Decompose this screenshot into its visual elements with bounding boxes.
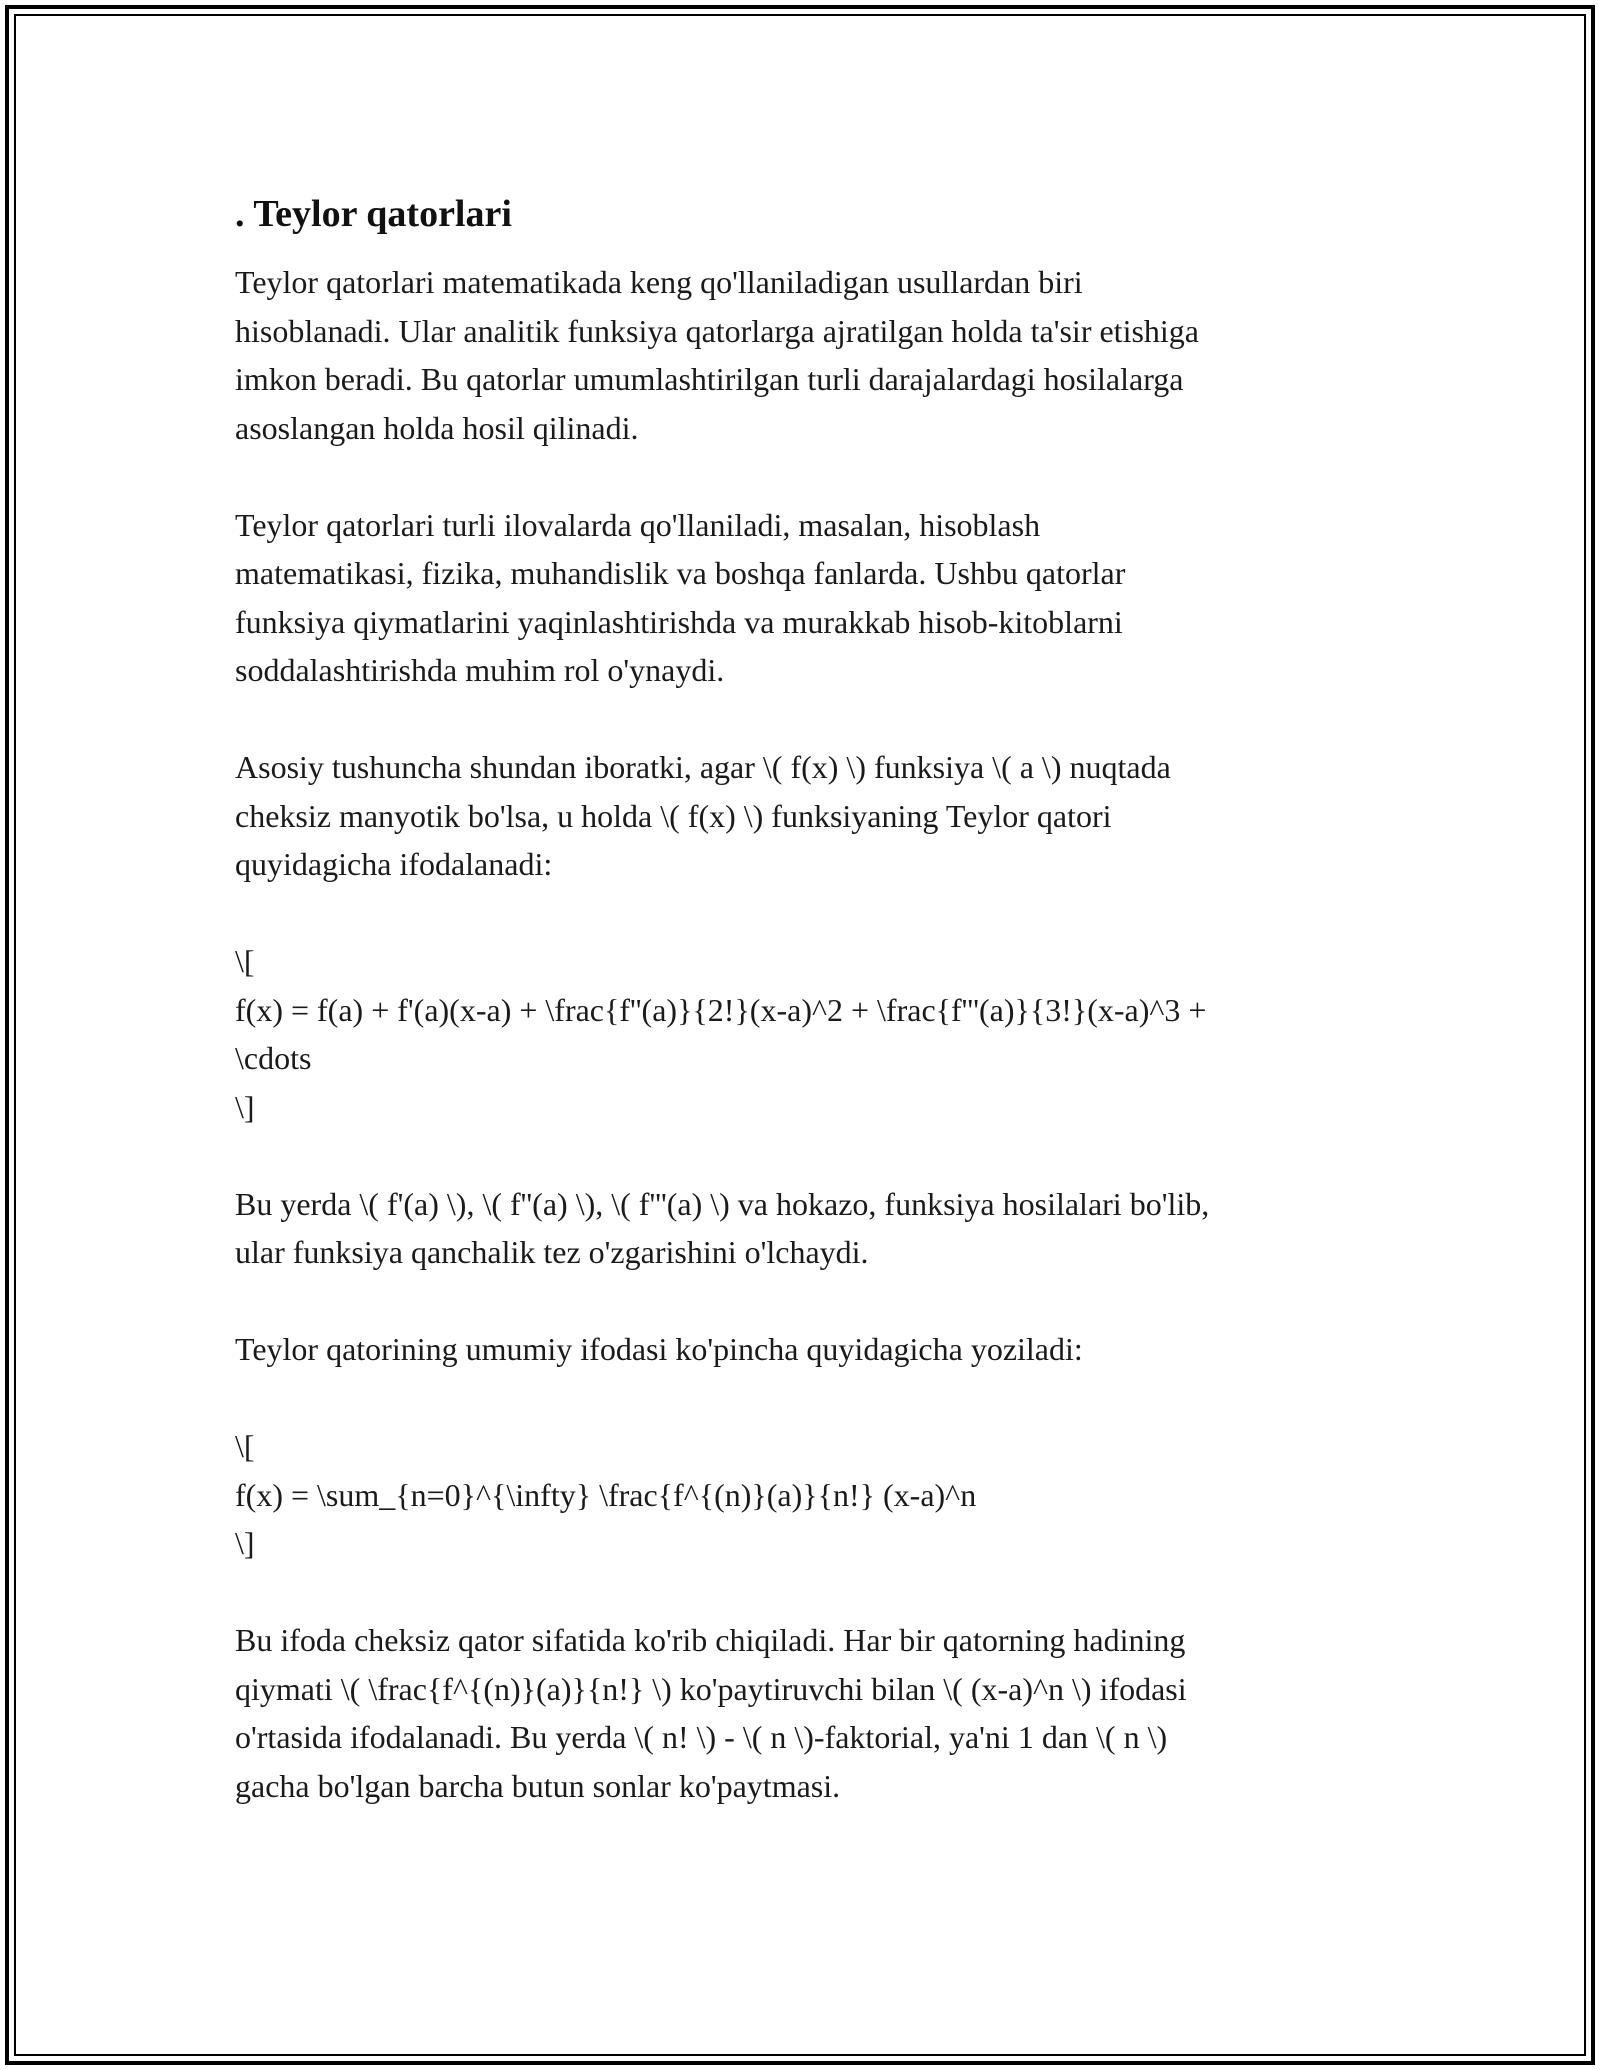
text-line: funksiya qiymatlarini yaqinlashtirishda va murakkab hisob-kitoblarni: [235, 603, 1123, 640]
text-line: matematikasi, fizika, muhandislik va boshqa fanlarda. Ushbu qatorlar: [235, 555, 1126, 591]
text-line: gacha bo'lgan barcha butun sonlar ko'paytmasi.: [235, 1767, 841, 1804]
paragraph-derivatives: [235, 1180, 1365, 1277]
text-line: Teylor qatorlari turli ilovalarda qo'llaniladi, masalan, hisoblash: [235, 506, 1041, 543]
paragraph-intro: [235, 258, 1365, 452]
formula-line: \]: [235, 1088, 255, 1125]
paragraph-definition: [235, 743, 1365, 889]
text-line: cheksiz manyotik bo'lsa, u holda \( f(x) \) funksiyaning Teylor qatori: [235, 797, 1112, 834]
text-line: Teylor qatorlari matematikada keng qo'llaniladigan usullardan biri: [235, 264, 1083, 300]
text-line: qiymati \( \frac{f^{(n)}(a)}{n!} \) ko'paytiruvchi bilan \( (x-a)^n \) ifodasi: [235, 1670, 1187, 1707]
text-line: Asosiy tushuncha shundan iboratki, agar \( f(x) \) funksiya \( a \) nuqtada: [235, 749, 1171, 785]
text-line: Bu yerda \( f'(a) \), \( f''(a) \), \( f'''(a) \) va hokazo, funksiya hosilalari bo'lib,: [235, 1185, 1210, 1222]
formula-taylor-expanded: [235, 937, 1365, 1131]
text-line: o'rtasida ifodalanadi. Bu yerda \( n! \) - \( n \)-faktorial, ya'ni 1 dan \( n \): [235, 1719, 1168, 1755]
formula-line: f(x) = \sum_{n=0}^{\infty} \frac{f^{(n)}(a)}{n!} (x-a)^n: [235, 1476, 977, 1513]
text-line: Teylor qatorining umumiy ifodasi ko'pincha quyidagicha yoziladi:: [235, 1331, 1083, 1367]
section-heading: . Teylor qatorlari: [235, 193, 512, 235]
paragraph-series-terms: [235, 1616, 1365, 1810]
text-line: imkon beradi. Bu qatorlar umumlashtirilgan turli darajalardagi hosilalarga: [235, 361, 1184, 397]
text-line: soddalashtirishda muhim rol o'ynaydi.: [235, 652, 725, 688]
text-line: quyidagicha ifodalanadi:: [235, 846, 553, 882]
formula-line: \[: [235, 1428, 255, 1464]
formula-taylor-sum: [235, 1422, 1365, 1568]
text-line: Bu ifoda cheksiz qator sifatida ko'rib chiqiladi. Har bir qatorning hadining: [235, 1622, 1186, 1658]
paragraph-applications: [235, 501, 1365, 695]
text-line: hisoblanadi. Ular analitik funksiya qatorlarga ajratilgan holda ta'sir etishiga: [235, 312, 1199, 349]
text-line: asoslangan holda hosil qilinadi.: [235, 409, 639, 446]
text-line: ular funksiya qanchalik tez o'zgarishini o'lchaydi.: [235, 1234, 869, 1270]
formula-line: \cdots: [235, 1040, 312, 1076]
document-body: [235, 188, 1365, 1859]
paragraph-general-form: [235, 1325, 1365, 1374]
formula-line: f(x) = f(a) + f'(a)(x-a) + \frac{f''(a)}{2!}(x-a)^2 + \frac{f'''(a)}{3!}(x-a)^3 +: [235, 991, 1207, 1028]
formula-line: \]: [235, 1525, 255, 1561]
formula-line: \[: [235, 943, 255, 979]
